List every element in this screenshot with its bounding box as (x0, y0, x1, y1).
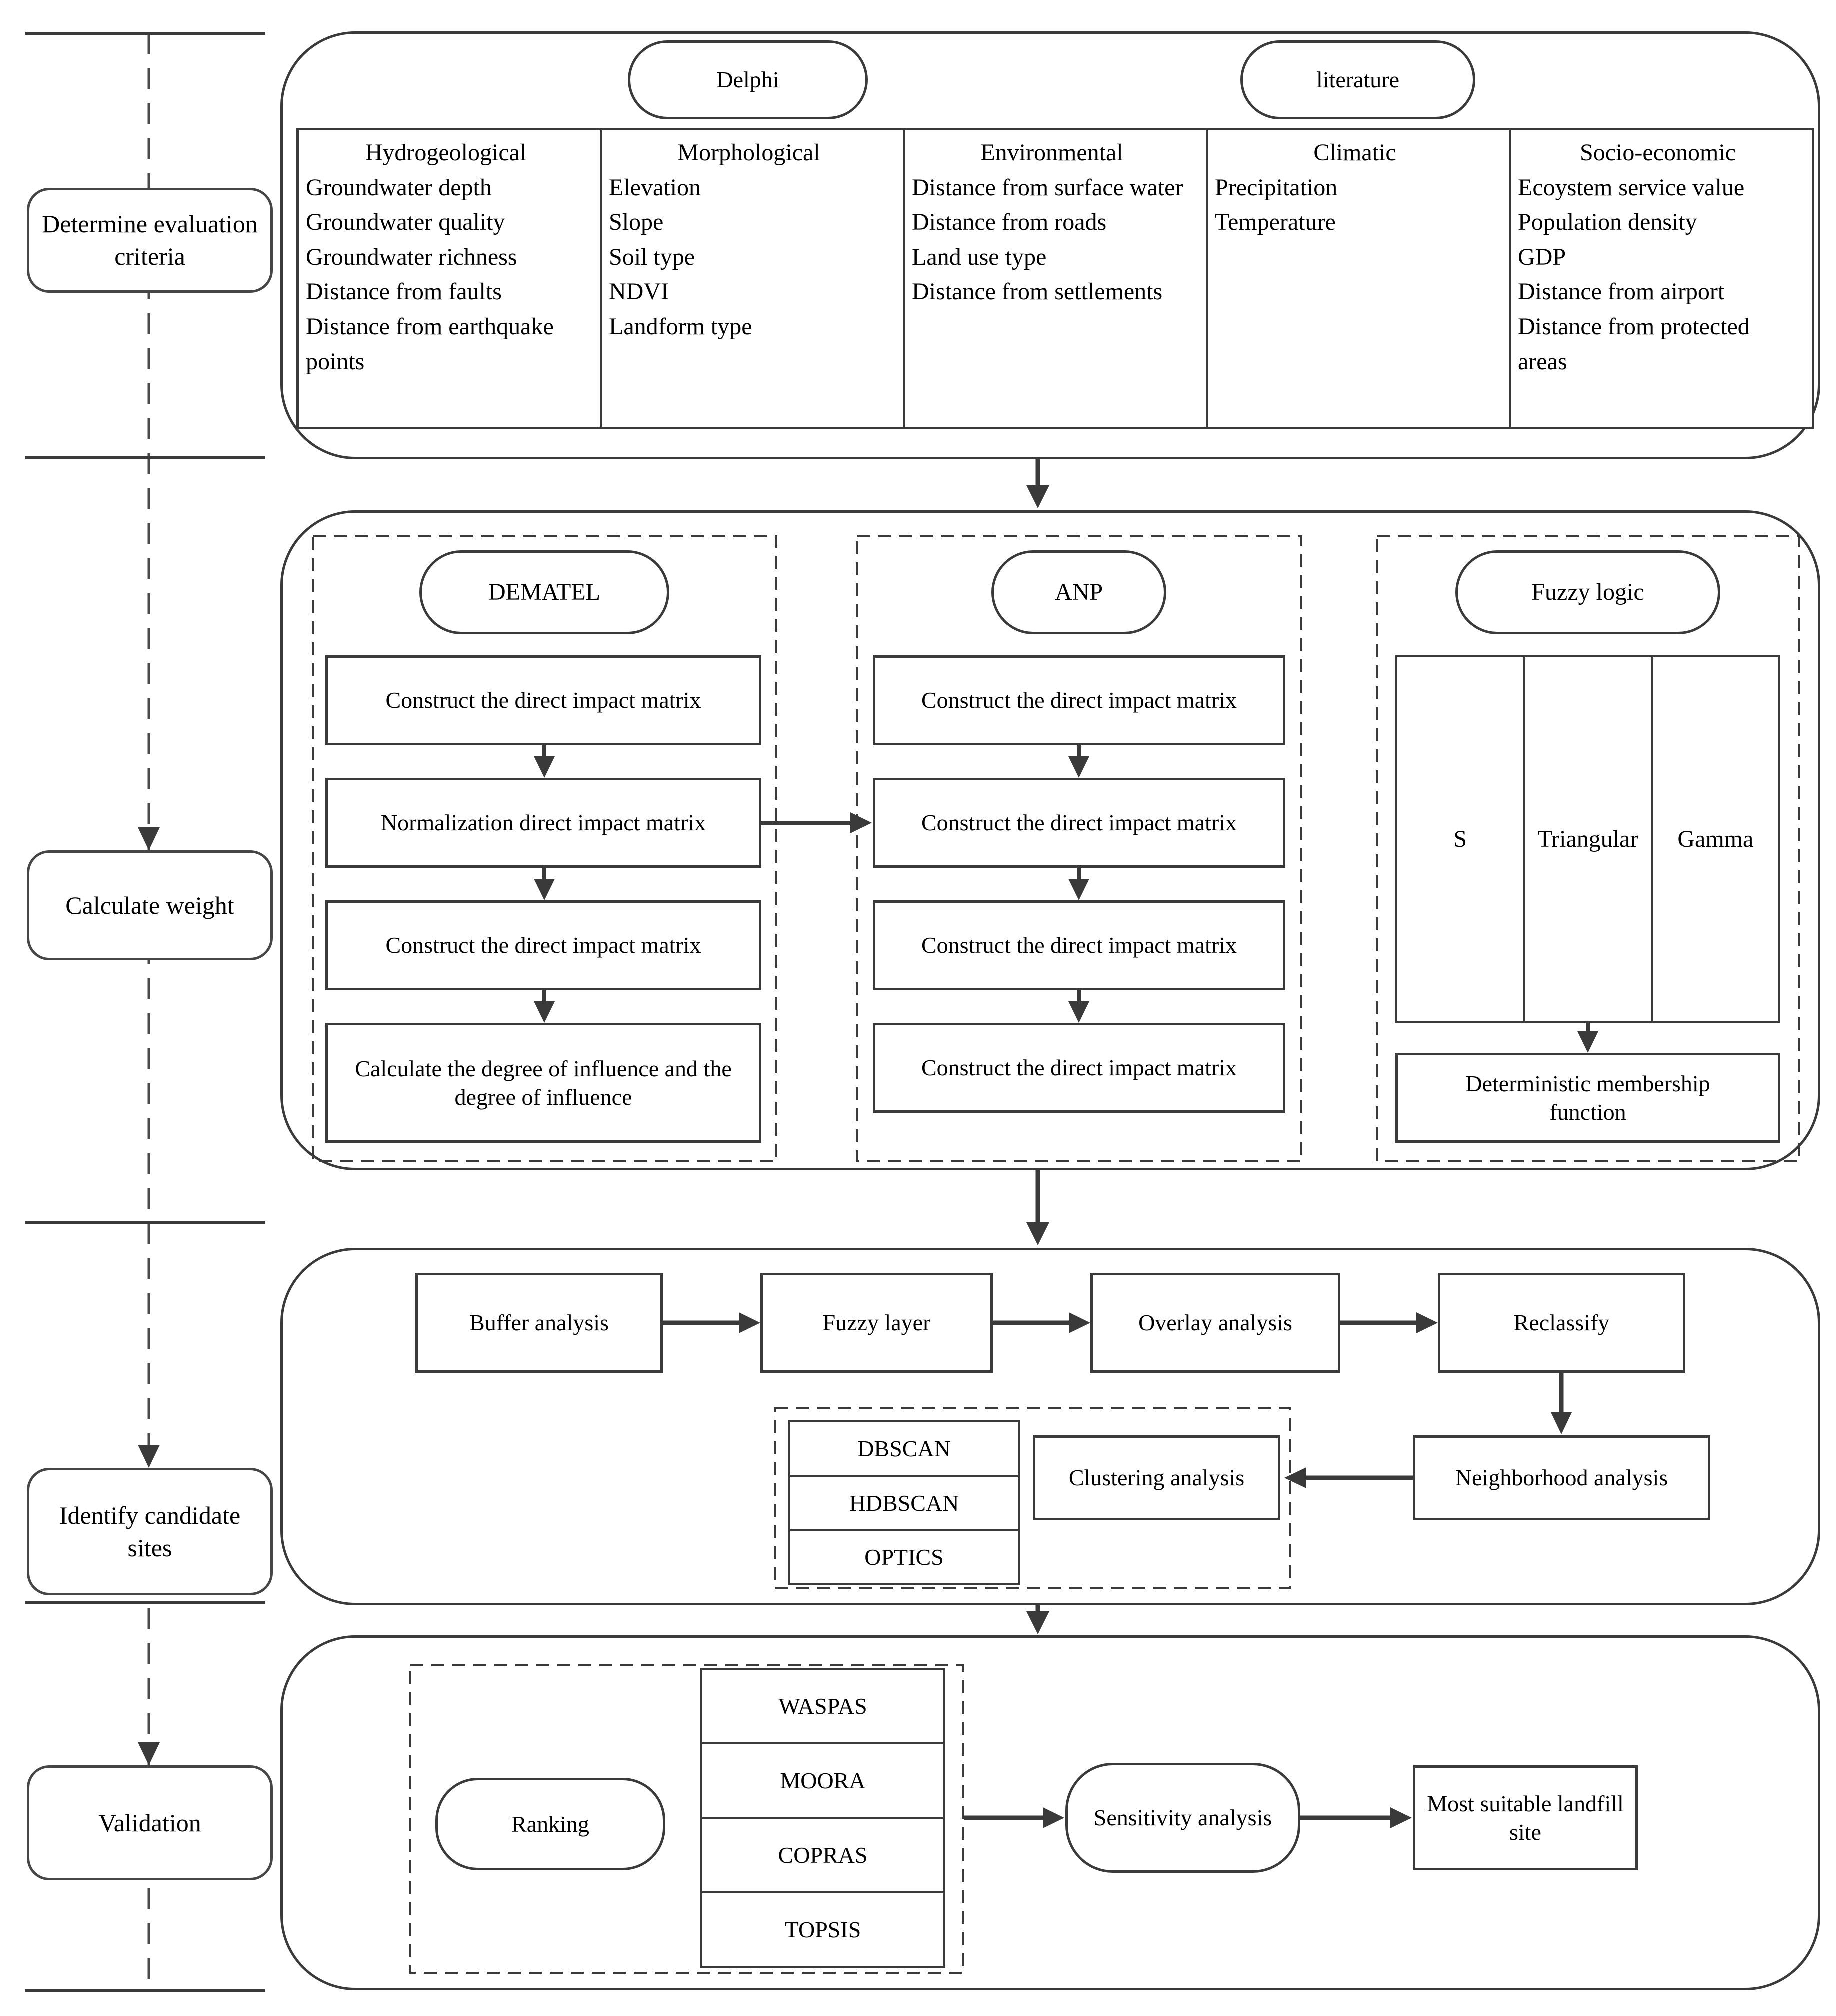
anp-step-1 (873, 655, 1285, 745)
fuzzy-logic-node (1455, 550, 1720, 634)
clustering-algorithms-stack (788, 1420, 1020, 1585)
overlay-analysis-label: Overlay analysis (1138, 1310, 1292, 1336)
stage-identify-candidate-sites-label: Identify candidate sites (59, 1501, 241, 1562)
delphi-node (628, 40, 868, 119)
criteria-item: Population density (1518, 209, 1697, 236)
literature-node (1240, 40, 1475, 119)
overlay-analysis-box (1090, 1273, 1340, 1373)
most-suitable-site-label: Most suitable landfill site (1427, 1790, 1624, 1845)
copras-cell: COPRAS (702, 1817, 943, 1891)
criteria-item: Distance from surface water (912, 174, 1183, 201)
criteria-item: Distance from earthquake points (306, 313, 554, 375)
rail-arrowhead-candidate (138, 1445, 160, 1468)
criteria-item: Precipitation (1215, 174, 1338, 201)
criteria-item: GDP (1518, 243, 1566, 270)
column-header: Socio-economic (1580, 139, 1736, 166)
criteria-item: Ecoystem service value (1518, 174, 1745, 201)
most-suitable-site-box (1413, 1765, 1638, 1870)
criteria-item: Slope (609, 209, 664, 236)
reclassify-label: Reclassify (1513, 1310, 1610, 1336)
stage-identify-candidate-sites (27, 1468, 273, 1595)
anp-step-4-label: Construct the direct impact matrix (921, 1055, 1237, 1081)
dematel-step-4-label: Calculate the degree of influence and the degree of influence (355, 1055, 732, 1110)
ranking-label: Ranking (511, 1811, 589, 1837)
criteria-item: Distance from airport (1518, 278, 1725, 305)
criteria-item: Elevation (609, 174, 701, 201)
moora-cell: MOORA (702, 1742, 943, 1817)
column-header: Environmental (980, 139, 1123, 166)
sensitivity-analysis-label: Sensitivity analysis (1093, 1805, 1272, 1831)
stage-determine-criteria-label: Determine evaluation criteria (42, 210, 258, 270)
fuzzy-function-triangular: Triangular (1523, 657, 1650, 1021)
stage-calculate-weight-label: Calculate weight (65, 891, 234, 919)
dematel-step-3-label: Construct the direct impact matrix (385, 932, 701, 958)
criteria-column-climatic (1206, 130, 1509, 427)
delphi-label: Delphi (716, 67, 779, 93)
anp-step-3 (873, 900, 1285, 990)
criteria-item: Distance from roads (912, 209, 1107, 236)
criteria-item: Land use type (912, 243, 1047, 270)
phase-rail-arrowheads (138, 827, 160, 1765)
stage-determine-criteria (27, 188, 273, 293)
criteria-item: Distance from faults (306, 278, 502, 305)
literature-label: literature (1316, 67, 1399, 93)
dbscan-cell: DBSCAN (857, 1435, 951, 1461)
anp-label: ANP (1054, 579, 1103, 605)
stage-validation (27, 1765, 273, 1880)
buffer-analysis-box (415, 1273, 663, 1373)
buffer-analysis-label: Buffer analysis (469, 1310, 609, 1336)
dematel-step-1-label: Construct the direct impact matrix (385, 687, 701, 713)
anp-step-1-label: Construct the direct impact matrix (921, 687, 1237, 713)
dematel-step-4 (325, 1023, 761, 1143)
clustering-analysis-box (1033, 1435, 1280, 1520)
fuzzy-layer-box (760, 1273, 993, 1373)
ranking-node (435, 1778, 665, 1870)
fuzzy-logic-label: Fuzzy logic (1531, 579, 1644, 605)
dematel-step-2 (325, 778, 761, 868)
topsis-cell: TOPSIS (702, 1891, 943, 1966)
hdbscan-cell: HDBSCAN (790, 1475, 1018, 1529)
criteria-item: Landform type (609, 313, 752, 340)
neighborhood-analysis-label: Neighborhood analysis (1455, 1465, 1668, 1491)
criteria-item: NDVI (609, 278, 669, 305)
reclassify-box (1438, 1273, 1685, 1373)
criteria-column-environmental (903, 130, 1206, 427)
ranking-methods-stack (700, 1668, 945, 1968)
anp-step-3-label: Construct the direct impact matrix (921, 932, 1237, 958)
criteria-column-hydrogeological (299, 130, 600, 427)
rail-arrowhead-validation (138, 1742, 160, 1765)
clustering-analysis-label: Clustering analysis (1068, 1465, 1245, 1491)
arrow-s3-s4-head (1026, 1611, 1049, 1634)
dematel-step-1 (325, 655, 761, 745)
anp-node (991, 550, 1166, 634)
dematel-step-3 (325, 900, 761, 990)
deterministic-membership-label: Deterministic membership function (1465, 1070, 1710, 1125)
optics-cell: OPTICS (790, 1529, 1018, 1583)
arrow-s1-s2-head (1026, 485, 1049, 508)
rail-arrowhead-weight (138, 827, 160, 850)
criteria-item: Distance from settlements (912, 278, 1163, 305)
criteria-table (296, 128, 1814, 429)
anp-step-2-label: Construct the direct impact matrix (921, 810, 1237, 836)
column-header: Hydrogeological (365, 139, 527, 166)
criteria-item: Soil type (609, 243, 695, 270)
dematel-node (419, 550, 669, 634)
anp-step-2 (873, 778, 1285, 868)
criteria-item: Groundwater richness (306, 243, 517, 270)
column-header: Climatic (1313, 139, 1396, 166)
sensitivity-analysis-node (1065, 1763, 1300, 1873)
fuzzy-membership-table (1395, 655, 1780, 1023)
neighborhood-analysis-box (1413, 1435, 1710, 1520)
waspas-cell: WASPAS (778, 1693, 867, 1719)
fuzzy-function-gamma: Gamma (1651, 657, 1778, 1021)
phase-separators (25, 33, 265, 1990)
anp-step-4 (873, 1023, 1285, 1113)
dematel-label: DEMATEL (488, 579, 600, 605)
arrow-s2-s3-head (1026, 1222, 1049, 1245)
criteria-item: Groundwater quality (306, 209, 505, 236)
criteria-item: Groundwater depth (306, 174, 492, 201)
criteria-item: Distance from protected areas (1518, 313, 1750, 375)
criteria-column-socio-economic (1509, 130, 1812, 427)
fuzzy-function-s: S (1453, 826, 1467, 852)
deterministic-membership-box (1395, 1053, 1780, 1143)
criteria-item: Temperature (1215, 209, 1336, 236)
column-header: Morphological (677, 139, 820, 166)
stage-calculate-weight (27, 850, 273, 960)
dematel-step-2-label: Normalization direct impact matrix (380, 810, 706, 836)
fuzzy-layer-label: Fuzzy layer (822, 1310, 931, 1336)
stage-validation-label: Validation (98, 1808, 201, 1837)
criteria-column-morphological (600, 130, 903, 427)
